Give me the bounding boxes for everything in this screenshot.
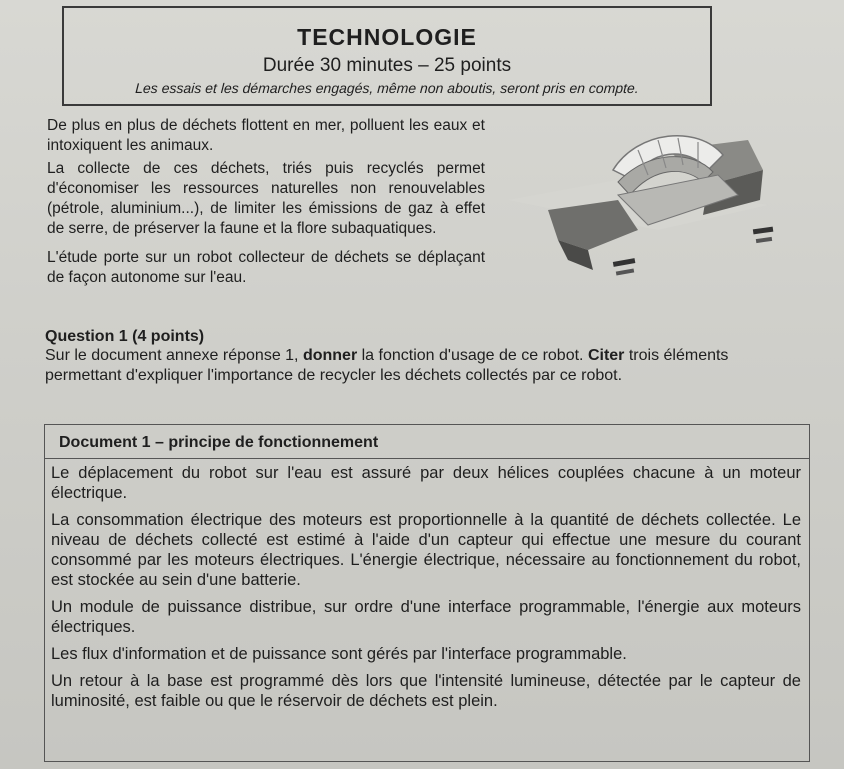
robot-collector-illustration — [498, 110, 778, 300]
question-text-part: la fonction d'usage de ce robot. — [357, 347, 588, 364]
document-1-title: Document 1 – principe de fonctionnement — [45, 425, 809, 459]
intro-paragraph-3: L'étude porte sur un robot collecteur de déchets se déplaçant de façon autonome sur l'eau. — [47, 249, 485, 286]
intro-paragraph-2: La collecte de ces déchets, triés puis recyclés permet d'économiser les ressources naturelles non renouvelables (pétrole, aluminium...), de limiter les émissions de gaz à effet de serre, de préserver la faune et la flore subaquatiques. — [47, 160, 485, 237]
document-1-box — [44, 424, 810, 762]
intro-section — [47, 116, 485, 242]
question-1-title: Question 1 (4 points) — [45, 328, 205, 345]
question-text-part: Sur le document annexe réponse 1, — [45, 347, 303, 364]
document-1-body — [51, 463, 801, 718]
document-paragraph: Les flux d'information et de puissance sont gérés par l'interface programmable. — [51, 645, 627, 663]
intro-paragraph-1: De plus en plus de déchets flottent en mer, polluent les eaux et intoxiquent les animaux. — [47, 117, 485, 154]
evaluation-rule: Les essais et les démarches engagés, même non aboutis, seront pris en compte. — [134, 80, 640, 96]
document-paragraph: La consommation électrique des moteurs est proportionnelle à la quantité de déchets collectée. Le niveau de déchets collecté est estimé à l'aide d'un capteur qui effectue une mesure du courant consommé par les moteurs électriques. L'énergie électrique, nécessaire au fonctionnement du robot, est stockée au sein d'une batterie. — [51, 511, 801, 589]
page-title: TECHNOLOGIE — [297, 24, 477, 50]
document-paragraph: Le déplacement du robot sur l'eau est assuré par deux hélices couplées chacune à un moteur électrique. — [51, 464, 801, 502]
header-box — [62, 6, 712, 106]
question-verb-donner: donner — [302, 347, 358, 364]
question-text-part: trois éléments permettant d'expliquer l'importance de recycler les déchets collectés par ce robot. — [45, 347, 729, 384]
document-paragraph: Un retour à la base est programmé dès lors que l'intensité lumineuse, détectée par le capteur de luminosité, est faible ou que le réservoir de déchets est plein. — [51, 672, 801, 710]
document-paragraph: Un module de puissance distribue, sur ordre d'une interface programmable, l'énergie aux moteurs électriques. — [51, 598, 801, 636]
question-verb-citer: Citer — [587, 347, 625, 364]
duration-text: Durée 30 minutes – 25 points — [262, 55, 512, 76]
question-1-text — [45, 346, 785, 386]
